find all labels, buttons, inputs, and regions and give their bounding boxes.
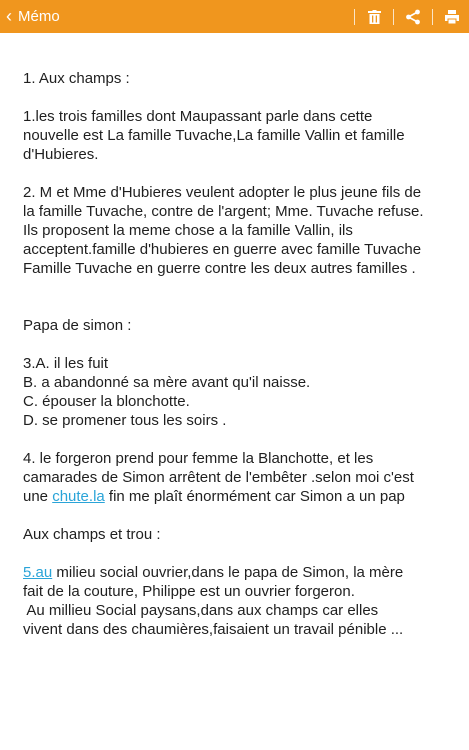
print-button[interactable] [443,0,461,33]
memo-line [23,563,453,582]
memo-line: Ils proposent la meme chose a la famille Vallin, ils [23,222,353,239]
memo-text: fin me plaît énormément car Simon a un pap [104,488,405,505]
memo-line: acceptent.famille d'hubieres en guerre avec famille Tuvache [23,241,422,258]
memo-line [23,487,453,506]
memo-line: 3.A. il les fuit [23,355,109,372]
memo-line: vivent dans des chaumières,faisaient un travail pénible ... [23,621,404,638]
memo-line: 1. Aux champs : [23,70,130,87]
memo-line: C. épouser la blonchotte. [23,393,190,410]
memo-line: 4. le forgeron prend pour femme la Blanchotte, et les [23,450,374,467]
top-app-bar [0,0,469,33]
divider [432,9,433,25]
memo-line: fait de la couture, Philippe est un ouvrier forgeron. [23,583,355,600]
divider [393,9,394,25]
back-button[interactable] [0,0,60,33]
memo-line: d'Hubieres. [23,146,99,163]
memo-line: 2. M et Mme d'Hubieres veulent adopter le plus jeune fils de [23,184,422,201]
memo-line: D. se promener tous les soirs . [23,412,227,429]
memo-line: Au millieu Social paysans,dans aux champs car elles [23,602,379,619]
delete-button[interactable] [365,0,383,33]
hyperlink[interactable]: 5.au [23,564,53,581]
share-icon [405,9,421,25]
memo-text: milieu social ouvrier,dans le papa de Simon, la mère [52,564,404,581]
page-title: Mémo [18,8,60,25]
memo-line: nouvelle est La famille Tuvache,La famille Vallin et famille [23,127,405,144]
memo-line: 1.les trois familles dont Maupassant parle dans cette [23,108,373,125]
memo-line: Papa de simon : [23,317,132,334]
share-button[interactable] [404,0,422,33]
hyperlink[interactable]: chute.la [52,488,105,505]
divider [354,9,355,25]
toolbar-actions [344,0,469,33]
memo-line: Famille Tuvache en guerre contre les deux autres familles . [23,260,416,277]
print-icon [445,10,459,24]
memo-line: Aux champs et trou : [23,526,161,543]
memo-line: B. a abandonné sa mère avant qu'il naisse. [23,374,311,391]
memo-text: une [23,488,53,505]
memo-line: camarades de Simon arrêtent de l'embêter .selon moi c'est [23,469,414,486]
trash-icon [368,10,381,24]
memo-line: la famille Tuvache, contre de l'argent; Mme. Tuvache refuse. [23,203,424,220]
chevron-left-icon: ‹ [6,6,12,26]
memo-body[interactable] [23,69,453,639]
